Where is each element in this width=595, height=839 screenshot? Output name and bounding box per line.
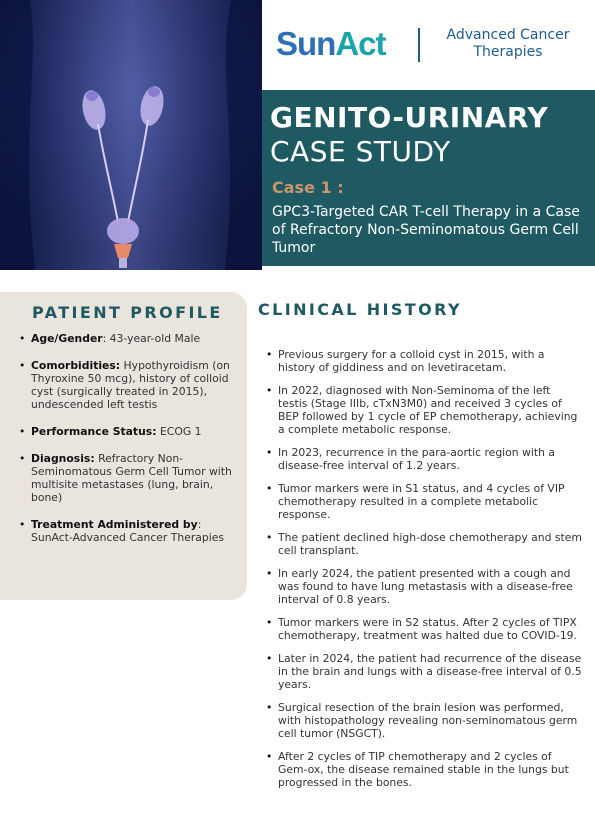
case-label: Case 1 : [272, 178, 344, 197]
history-item: • In early 2024, the patient presented with a cough and was found to have lung metastasis with a disease-free interval of 0.8 years. [266, 567, 582, 606]
profile-item-performance-status [19, 425, 241, 438]
brand-divider [418, 28, 420, 62]
profile-item-treatment [19, 518, 241, 544]
title-banner [262, 90, 595, 266]
profile-label: Treatment Administered by [31, 518, 198, 531]
brand-header [276, 24, 586, 66]
profile-label: Age/Gender [31, 332, 103, 345]
profile-label: Performance Status: [31, 425, 157, 438]
history-item: • Previous surgery for a colloid cyst in 2015, with a history of giddiness and on levetiracetam. [266, 348, 582, 374]
profile-value: SunAct-Advanced Cancer Therapies [31, 531, 225, 544]
clinical-history-section [258, 300, 588, 789]
profile-item-diagnosis [19, 452, 241, 504]
profile-label: Comorbidities: [31, 359, 121, 372]
logo-sun-text: Sun [276, 25, 336, 62]
history-item: • Later in 2024, the patient had recurrence of the disease in the brain and lungs with a disease-free interval of 0.5 years. [266, 652, 582, 691]
logo-act-text: Act [335, 25, 386, 62]
tagline-line-1: Advanced Cancer [446, 27, 570, 43]
profile-sep: : [197, 518, 202, 531]
profile-label: Diagnosis: [31, 452, 95, 465]
profile-value: ECOG 1 [156, 425, 202, 438]
profile-value: 43-year-old Male [106, 332, 201, 345]
tagline-line-2: Therapies [473, 44, 543, 60]
history-item: • Tumor markers were in S1 status, and 4 cycles of VIP chemotherapy resulted in a complete metabolic response. [266, 482, 582, 521]
sunact-logo [276, 24, 386, 64]
profile-item-comorbidities [19, 359, 241, 411]
urinary-anatomy-illustration [0, 0, 262, 270]
profile-sep: : [102, 332, 107, 345]
profile-item-age-gender [19, 332, 241, 345]
history-item: • Tumor markers were in S2 status. After 2 cycles of TIPX chemotherapy, treatment was halted due to COVID-19. [266, 616, 582, 642]
brand-tagline [428, 27, 588, 61]
history-item: • In 2023, recurrence in the para-aortic region with a disease-free interval of 1.2 years. [266, 446, 582, 472]
patient-profile-heading: PATIENT PROFILE [32, 303, 223, 322]
title-line-1: GENITO-URINARY [270, 101, 549, 134]
patient-profile-panel [0, 292, 247, 600]
patient-profile-list [19, 332, 241, 558]
history-item: • In 2022, diagnosed with Non-Seminoma of the left testis (Stage IIIb, cTxN3M0) and received 3 cycles of BEP followed by 1 cycle of EP chemotherapy, achieving a complete metabolic response. [266, 384, 582, 436]
hero-illustration [0, 0, 262, 270]
history-item: • After 2 cycles of TIP chemotherapy and 2 cycles of Gem-ox, the disease remained stable in the lungs but progressed in the bones. [266, 750, 582, 789]
case-subtitle: GPC3-Targeted CAR T-cell Therapy in a Case of Refractory Non-Seminomatous Germ Cell Tumor [272, 204, 580, 256]
profile-value: Refractory Non-Seminomatous Germ Cell Tumor with multisite metastases (lung, brain, bone) [31, 452, 232, 504]
clinical-history-heading: CLINICAL HISTORY [258, 300, 462, 319]
history-item: • The patient declined high-dose chemotherapy and stem cell transplant. [266, 531, 582, 557]
history-item: • Surgical resection of the brain lesion was performed, with histopathology revealing non-seminomatous germ cell tumor (NSGCT). [266, 701, 582, 740]
clinical-history-list [266, 348, 582, 799]
profile-value: Hypothyroidism (on Thyroxine 50 mcg), history of colloid cyst (surgically treated in 2015), undescended left testis [31, 359, 230, 411]
title-line-2: CASE STUDY [270, 135, 451, 168]
